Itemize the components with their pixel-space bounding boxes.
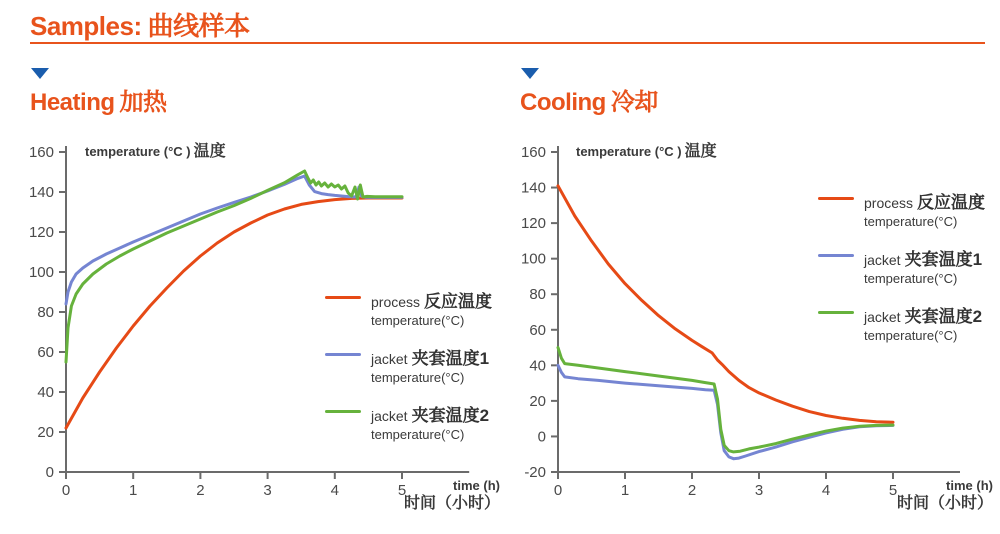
x-tick-label: 0 xyxy=(553,482,563,499)
cooling-y-axis-label: temperature (°C ) 温度 xyxy=(576,143,717,160)
cooling-title-en: Cooling xyxy=(520,89,606,116)
y-tick-label: 20 xyxy=(529,392,546,410)
heating-legend xyxy=(325,287,492,458)
legend-item-process: process 反应温度 temperature(°C) xyxy=(325,287,492,328)
x-tick-label: 3 xyxy=(263,482,272,499)
y-tick-label: 40 xyxy=(37,384,54,401)
y-tick-label: 0 xyxy=(45,464,54,481)
y-tick-label: 140 xyxy=(520,179,546,197)
jacket2-line-swatch xyxy=(818,311,854,314)
y-tick-label: 80 xyxy=(37,304,54,321)
x-tick-label: 2 xyxy=(196,482,205,499)
x-tick-label: 2 xyxy=(687,482,697,499)
y-tick-label: 120 xyxy=(520,215,546,233)
legend-item-jacket1: jacket 夹套温度1 temperature(°C) xyxy=(325,344,492,385)
page-title-zh: 曲线样本 xyxy=(147,11,250,41)
section-title-heating xyxy=(30,82,167,117)
legend-item-jacket2: jacket 夹套温度2 temperature(°C) xyxy=(818,302,985,343)
x-tick-label: 5 xyxy=(397,482,407,499)
y-tick-label: 0 xyxy=(537,428,546,446)
page-title xyxy=(30,6,250,43)
cooling-x-axis-label: time (h) 时间（小时） xyxy=(896,478,993,512)
y-tick-label: 80 xyxy=(529,286,546,304)
y-tick-label: -20 xyxy=(524,464,546,481)
cooling-legend xyxy=(818,188,985,359)
y-tick-label: 60 xyxy=(529,321,546,339)
heating-title-zh: 加热 xyxy=(119,89,167,116)
legend-item-jacket2: jacket 夹套温度2 temperature(°C) xyxy=(325,401,492,442)
x-tick-label: 4 xyxy=(821,482,831,499)
jacket2-line-swatch xyxy=(325,410,361,413)
heating-y-axis-label: temperature (°C ) 温度 xyxy=(85,143,226,160)
series-jacket-temperature-2 xyxy=(558,348,893,452)
process-line-swatch xyxy=(325,296,361,299)
page-title-en: Samples: xyxy=(30,11,142,41)
y-tick-label: 100 xyxy=(520,250,546,268)
x-tick-label: 1 xyxy=(620,482,630,499)
heating-title-en: Heating xyxy=(30,89,115,116)
y-tick-label: 20 xyxy=(37,424,54,441)
y-tick-label: 100 xyxy=(28,264,54,281)
legend-item-process: process 反应温度 temperature(°C) xyxy=(818,188,985,229)
y-tick-label: 120 xyxy=(28,224,54,241)
x-tick-label: 3 xyxy=(754,482,764,499)
x-tick-label: 1 xyxy=(129,482,138,499)
jacket1-line-swatch xyxy=(818,254,854,257)
y-tick-label: 40 xyxy=(529,357,546,375)
process-line-swatch xyxy=(818,197,854,200)
y-tick-label: 160 xyxy=(28,144,54,161)
y-tick-label: 60 xyxy=(37,344,54,361)
y-tick-label: 140 xyxy=(28,184,54,201)
triangle-down-icon xyxy=(521,68,539,79)
section-title-cooling xyxy=(520,82,658,117)
heating-x-axis-label: time (h) 时间（小时） xyxy=(403,478,500,512)
title-divider xyxy=(30,42,985,44)
x-tick-label: 5 xyxy=(888,482,898,499)
jacket1-line-swatch xyxy=(325,353,361,356)
legend-item-jacket1: jacket 夹套温度1 temperature(°C) xyxy=(818,245,985,286)
triangle-down-icon xyxy=(31,68,49,79)
cooling-title-zh: 冷却 xyxy=(610,89,658,116)
x-tick-label: 0 xyxy=(61,482,71,499)
y-tick-label: 160 xyxy=(520,144,546,161)
x-tick-label: 4 xyxy=(330,482,339,499)
